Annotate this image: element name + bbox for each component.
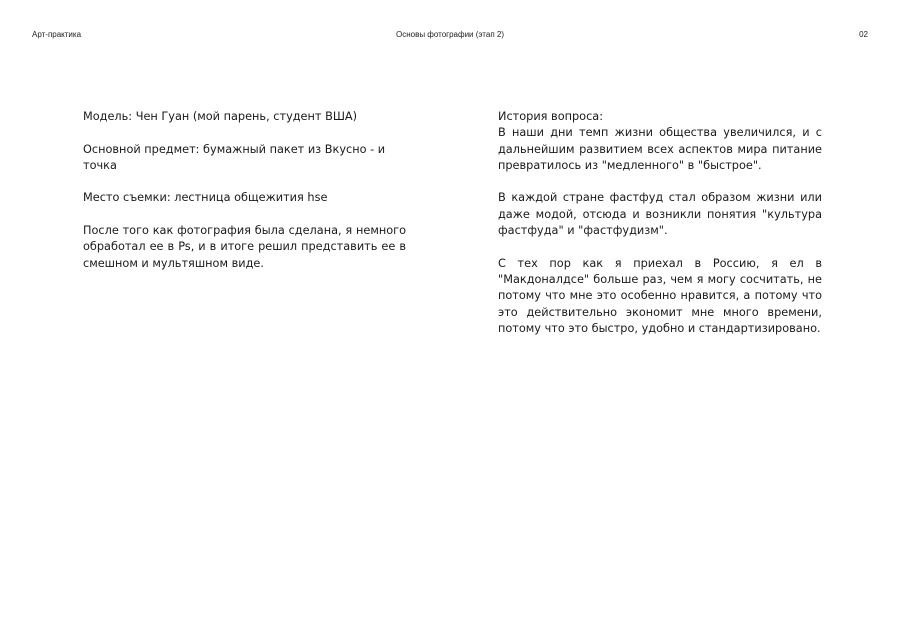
- processing-paragraph: После того как фотография была сделана, я немного обработал ее в Ps, и в итоге решил представить ее в смешном и мультяшном виде.: [83, 224, 406, 270]
- history-paragraph-3: С тех пор как я приехал в Россию, я ел в "Макдоналдсе" больше раз, чем я могу сосчитать, не потому что мне это особенно нравится, а потому что это действительно экономит мне много времени, потому что это быстро, удобно и стандартизировано.: [498, 256, 822, 335]
- subject-line: Основной предмет: бумажный пакет из Вкусно - и точка: [83, 142, 386, 172]
- model-line: Модель: Чен Гуан (мой парень, студент ВША): [83, 110, 358, 123]
- history-heading: История вопроса:: [498, 110, 604, 123]
- right-column: [498, 109, 822, 353]
- history-paragraph-1: В наши дни темп жизни общества увеличился, и с дальнейшим развитием всех аспектов мира питание превратилось из "медленного" в "быстрое".: [498, 126, 822, 172]
- left-column: [83, 109, 406, 288]
- location-line: Место съемки: лестница общежития hse: [83, 191, 328, 205]
- header-section-title: Арт-практика: [32, 30, 82, 39]
- header-document-title: Основы фотографии (этап 2): [395, 30, 504, 39]
- history-paragraph-2: В каждой стране фастфуд стал образом жизни или даже модой, отсюда и возникли понятия "культура фастфуда" и "фастфудизм".: [498, 191, 822, 238]
- page-number: 02: [859, 30, 868, 39]
